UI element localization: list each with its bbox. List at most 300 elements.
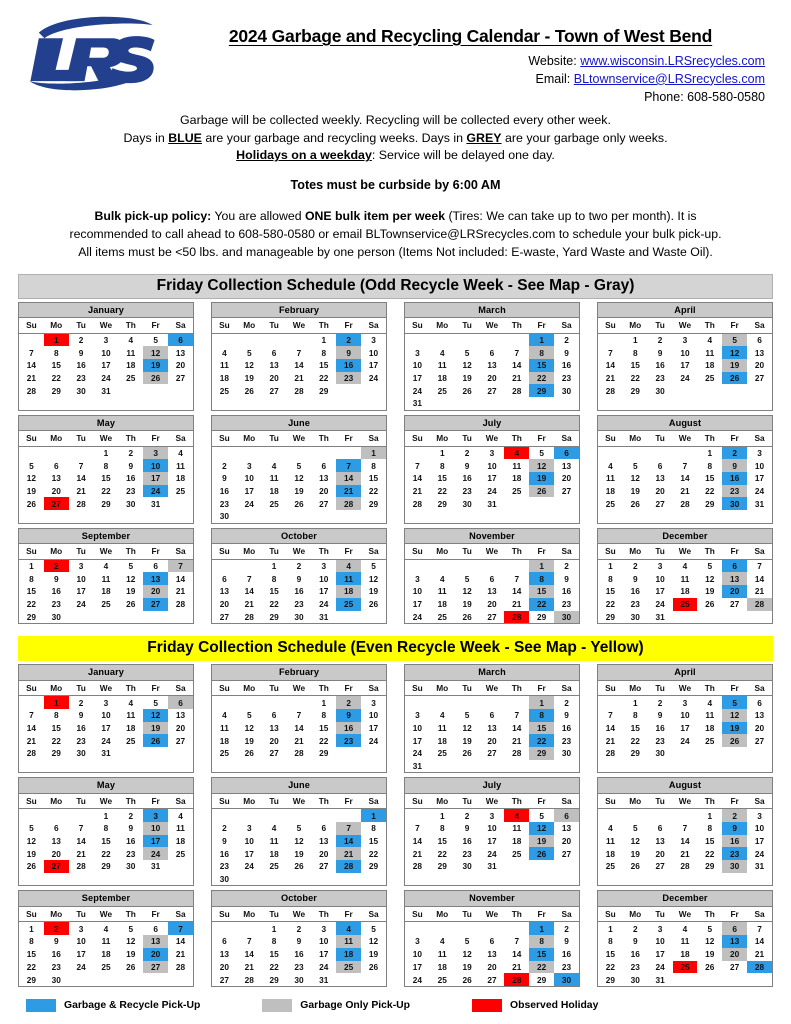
day-cell-normal: 7 <box>514 573 520 584</box>
day-cell-normal: 17 <box>76 949 86 960</box>
empty-day-cell <box>118 973 143 986</box>
day-cell-garbage-only: 8 <box>529 935 554 948</box>
week-row <box>212 822 386 835</box>
day-cell-normal: 21 <box>26 735 37 746</box>
day-cell-normal: 4 <box>103 923 109 934</box>
day-cell-normal: 5 <box>246 347 252 358</box>
weekday-header-su: Su <box>598 318 623 333</box>
empty-day-cell <box>19 696 44 709</box>
weekday-header-sa: Sa <box>361 681 386 696</box>
empty-day-cell <box>722 973 747 986</box>
day-cell-normal: 15 <box>26 949 37 960</box>
weekday-header-tu: Tu <box>69 681 94 696</box>
day-cell-holiday: 27 <box>44 497 69 510</box>
day-cell-garbage-only: 18 <box>336 585 361 598</box>
day-cell-normal: 5 <box>464 936 470 947</box>
day-cell-normal: 14 <box>294 360 304 371</box>
empty-day-cell <box>673 973 698 986</box>
day-cell-normal: 10 <box>101 347 111 358</box>
day-cell-normal: 19 <box>462 961 472 972</box>
empty-day-cell <box>405 809 430 822</box>
day-cell-normal: 9 <box>78 710 84 721</box>
day-cell-normal: 14 <box>244 949 254 960</box>
weekday-header-we: We <box>480 318 505 333</box>
day-cell-normal: 15 <box>319 360 329 371</box>
day-cell-normal: 1 <box>103 447 109 458</box>
day-cell-garbage-recycle: 22 <box>529 734 554 747</box>
day-cell-normal: 18 <box>437 735 447 746</box>
bulk-line-2: recommended to call ahead to 608-580-0580 or email BLTownservice@LRSrecycles.com to schedule your bulk pick-up. <box>69 227 722 242</box>
week-row <box>598 472 772 485</box>
empty-day-cell <box>405 696 430 709</box>
empty-day-cell <box>237 809 262 822</box>
legend-item-gray <box>262 999 410 1012</box>
weekday-header-mo: Mo <box>430 318 455 333</box>
week-row <box>405 359 579 372</box>
day-cell-normal: 28 <box>244 974 254 985</box>
day-cell-garbage-only: 9 <box>722 459 747 472</box>
day-cell-normal: 21 <box>175 949 186 960</box>
day-cell-normal: 15 <box>368 473 379 484</box>
day-cell-normal: 12 <box>630 473 640 484</box>
week-row <box>212 835 386 848</box>
day-cell-normal: 9 <box>657 347 663 358</box>
day-cell-normal: 1 <box>29 561 34 572</box>
day-cell-normal: 6 <box>657 460 663 471</box>
day-cell-garbage-recycle: 20 <box>143 948 168 961</box>
day-cell-normal: 21 <box>244 961 254 972</box>
weekday-header-fr: Fr <box>722 431 747 446</box>
day-cell-garbage-recycle: 10 <box>143 459 168 472</box>
day-cell-normal: 4 <box>222 347 227 358</box>
weekday-header-fr: Fr <box>143 318 168 333</box>
empty-day-cell <box>287 510 312 523</box>
day-cell-normal: 5 <box>464 347 470 358</box>
empty-day-cell <box>504 333 529 346</box>
month-title: August <box>598 416 772 432</box>
weekday-header-su: Su <box>212 681 237 696</box>
day-cell-normal: 16 <box>126 473 136 484</box>
day-cell-normal: 14 <box>26 722 37 733</box>
day-cell-normal: 9 <box>564 710 569 721</box>
day-cell-normal: 18 <box>512 473 522 484</box>
day-cell-normal: 20 <box>561 473 572 484</box>
bulk-a: You are allowed <box>211 208 305 223</box>
day-cell-garbage-recycle: 8 <box>529 572 554 585</box>
day-cell-normal: 2 <box>657 334 663 345</box>
email-label: Email: <box>535 71 571 86</box>
month-calendar-march <box>404 664 580 773</box>
day-cell-normal: 12 <box>26 473 37 484</box>
empty-day-cell <box>311 809 336 822</box>
month-grid <box>212 544 386 623</box>
day-cell-normal: 23 <box>561 735 572 746</box>
day-cell-normal: 14 <box>76 836 86 847</box>
weekday-header-th: Th <box>697 794 722 809</box>
day-cell-garbage-only: 30 <box>554 611 579 624</box>
day-cell-normal: 20 <box>319 486 329 497</box>
day-cell-normal: 21 <box>512 599 522 610</box>
day-cell-normal: 24 <box>680 735 690 746</box>
day-cell-normal: 24 <box>319 961 329 972</box>
weekday-header-we: We <box>287 907 312 922</box>
day-cell-normal: 20 <box>561 836 572 847</box>
week-row <box>405 497 579 510</box>
day-cell-normal: 12 <box>462 360 472 371</box>
weekday-header-we: We <box>287 681 312 696</box>
day-cell-garbage-recycle: 17 <box>143 835 168 848</box>
day-cell-normal: 7 <box>682 460 688 471</box>
month-grid <box>19 907 193 986</box>
weekday-header-th: Th <box>118 431 143 446</box>
day-cell-normal: 11 <box>101 573 111 584</box>
day-cell-normal: 26 <box>368 599 379 610</box>
day-cell-holiday: 28 <box>504 973 529 986</box>
day-cell-normal: 3 <box>415 936 420 947</box>
empty-day-cell <box>118 747 143 760</box>
day-cell-normal: 19 <box>368 949 379 960</box>
month-title: April <box>598 303 772 319</box>
empty-day-cell <box>118 384 143 397</box>
day-cell-normal: 23 <box>655 735 665 746</box>
day-cell-normal: 28 <box>412 498 423 509</box>
weekday-header-row <box>19 907 193 922</box>
empty-day-cell <box>673 611 698 624</box>
weekday-header-tu: Tu <box>262 681 287 696</box>
week-row <box>598 734 772 747</box>
day-cell-normal: 15 <box>51 722 61 733</box>
day-cell-normal: 19 <box>462 372 472 383</box>
day-cell-normal: 23 <box>655 372 665 383</box>
weekday-header-sa: Sa <box>168 431 193 446</box>
day-cell-normal: 4 <box>439 936 445 947</box>
day-cell-normal: 28 <box>512 748 522 759</box>
day-cell-normal: 16 <box>561 360 572 371</box>
month-grid <box>405 907 579 986</box>
day-cell-normal: 3 <box>103 334 109 345</box>
empty-day-cell <box>747 611 772 624</box>
empty-day-cell <box>361 510 386 523</box>
month-calendar-march <box>404 302 580 411</box>
day-cell-normal: 18 <box>101 949 111 960</box>
day-cell-normal: 17 <box>368 722 379 733</box>
weekday-header-th: Th <box>118 318 143 333</box>
weekday-header-th: Th <box>311 431 336 446</box>
day-cell-normal: 18 <box>269 848 279 859</box>
empty-day-cell <box>311 446 336 459</box>
month-title: March <box>405 303 579 319</box>
weekday-header-we: We <box>94 907 119 922</box>
day-cell-normal: 9 <box>632 573 638 584</box>
day-cell-normal: 1 <box>632 334 638 345</box>
page-title: 2024 Garbage and Recycling Calendar - Town of West Bend <box>228 26 713 46</box>
day-cell-normal: 20 <box>487 372 497 383</box>
day-cell-normal: 25 <box>437 974 447 985</box>
day-cell-normal: 14 <box>754 936 765 947</box>
day-cell-normal: 1 <box>103 810 109 821</box>
weekday-header-mo: Mo <box>44 794 69 809</box>
day-cell-normal: 30 <box>76 385 86 396</box>
empty-day-cell <box>262 333 287 346</box>
weekday-header-fr: Fr <box>529 318 554 333</box>
empty-day-cell <box>361 611 386 624</box>
day-cell-normal: 23 <box>294 599 304 610</box>
weekday-header-su: Su <box>405 794 430 809</box>
day-cell-garbage-recycle: 12 <box>722 346 747 359</box>
day-cell-normal: 20 <box>175 722 186 733</box>
day-cell-normal: 4 <box>222 710 227 721</box>
weekday-header-we: We <box>480 794 505 809</box>
month-title: May <box>19 416 193 432</box>
week-row <box>19 747 193 760</box>
day-cell-normal: 7 <box>78 460 84 471</box>
day-cell-normal: 16 <box>219 486 230 497</box>
day-cell-garbage-only: 1 <box>361 446 386 459</box>
day-cell-garbage-recycle: 26 <box>143 734 168 747</box>
empty-day-cell <box>168 747 193 760</box>
day-cell-garbage-recycle: 7 <box>168 922 193 935</box>
day-cell-normal: 6 <box>489 710 495 721</box>
month-calendar-may <box>18 777 194 886</box>
weekday-header-tu: Tu <box>648 794 673 809</box>
day-cell-normal: 11 <box>220 360 229 371</box>
day-cell-normal: 31 <box>412 760 423 771</box>
empty-day-cell <box>554 760 579 773</box>
day-cell-normal: 5 <box>153 697 158 708</box>
day-cell-normal: 8 <box>608 936 613 947</box>
day-cell-normal: 28 <box>76 861 86 872</box>
weekday-header-sa: Sa <box>168 318 193 333</box>
weekday-header-tu: Tu <box>455 794 480 809</box>
day-cell-garbage-only: 23 <box>336 372 361 385</box>
weekday-header-fr: Fr <box>336 907 361 922</box>
week-row <box>598 572 772 585</box>
day-cell-normal: 11 <box>269 836 279 847</box>
email-line <box>172 71 769 89</box>
day-cell-normal: 8 <box>29 936 34 947</box>
day-cell-normal: 14 <box>680 473 690 484</box>
empty-day-cell <box>554 860 579 873</box>
empty-day-cell <box>336 384 361 397</box>
day-cell-normal: 5 <box>707 561 713 572</box>
week-row <box>19 459 193 472</box>
day-cell-normal: 5 <box>707 923 713 934</box>
day-cell-normal: 12 <box>705 936 715 947</box>
day-cell-normal: 4 <box>608 460 613 471</box>
day-cell-normal: 9 <box>296 573 302 584</box>
weekday-header-row <box>212 681 386 696</box>
empty-day-cell <box>237 333 262 346</box>
day-cell-normal: 14 <box>680 836 690 847</box>
empty-day-cell <box>311 510 336 523</box>
day-cell-normal: 9 <box>657 710 663 721</box>
day-cell-normal: 27 <box>655 861 665 872</box>
day-cell-normal: 12 <box>26 836 37 847</box>
month-title: July <box>405 416 579 432</box>
weekday-header-fr: Fr <box>143 794 168 809</box>
day-cell-garbage-recycle: 24 <box>143 485 168 498</box>
lrs-logo <box>22 8 172 98</box>
empty-day-cell <box>598 809 623 822</box>
day-cell-normal: 20 <box>269 735 279 746</box>
day-cell-normal: 8 <box>632 347 638 358</box>
bulk-b: (Tires: We can take up to two per month). It is <box>445 208 697 223</box>
day-cell-normal: 23 <box>219 498 230 509</box>
weekday-header-su: Su <box>19 431 44 446</box>
day-cell-garbage-only: 2 <box>722 809 747 822</box>
empty-day-cell <box>94 611 119 624</box>
day-cell-normal: 9 <box>632 936 638 947</box>
day-cell-normal: 2 <box>128 810 134 821</box>
day-cell-normal: 26 <box>244 748 254 759</box>
day-cell-normal: 21 <box>412 486 423 497</box>
weekday-header-mo: Mo <box>44 544 69 559</box>
day-cell-normal: 7 <box>415 823 420 834</box>
week-row <box>19 973 193 986</box>
weekday-header-tu: Tu <box>262 544 287 559</box>
day-cell-normal: 16 <box>462 836 472 847</box>
day-cell-normal: 4 <box>608 823 613 834</box>
day-cell-normal: 21 <box>76 848 86 859</box>
day-cell-normal: 10 <box>412 586 423 597</box>
day-cell-normal: 10 <box>412 360 423 371</box>
day-cell-normal: 16 <box>561 586 572 597</box>
day-cell-normal: 2 <box>78 697 84 708</box>
weekday-header-row <box>212 794 386 809</box>
empty-day-cell <box>237 873 262 886</box>
weekday-header-su: Su <box>598 681 623 696</box>
week-row <box>212 873 386 886</box>
day-cell-normal: 17 <box>244 848 254 859</box>
day-cell-normal: 3 <box>78 561 84 572</box>
empty-day-cell <box>504 397 529 410</box>
day-cell-normal: 7 <box>246 936 252 947</box>
day-cell-normal: 13 <box>561 460 572 471</box>
day-cell-normal: 17 <box>319 949 329 960</box>
email-link[interactable]: BLtownservice@LRSrecycles.com <box>573 71 765 86</box>
week-row <box>19 472 193 485</box>
day-cell-normal: 6 <box>222 573 227 584</box>
weekday-header-we: We <box>287 544 312 559</box>
day-cell-garbage-recycle: 28 <box>747 961 772 974</box>
day-cell-normal: 14 <box>412 836 423 847</box>
day-cell-normal: 17 <box>412 599 423 610</box>
day-cell-normal: 10 <box>680 710 690 721</box>
weekday-header-sa: Sa <box>554 318 579 333</box>
day-cell-normal: 16 <box>655 722 665 733</box>
day-cell-normal: 16 <box>219 848 230 859</box>
day-cell-normal: 12 <box>462 722 472 733</box>
day-cell-normal: 8 <box>271 573 277 584</box>
day-cell-normal: 1 <box>271 923 277 934</box>
empty-day-cell <box>722 747 747 760</box>
day-cell-normal: 17 <box>76 586 86 597</box>
week-row <box>598 346 772 359</box>
day-cell-normal: 23 <box>561 599 572 610</box>
day-cell-normal: 19 <box>26 486 37 497</box>
week-row <box>19 572 193 585</box>
day-cell-normal: 25 <box>175 486 186 497</box>
day-cell-normal: 25 <box>101 599 111 610</box>
weekday-header-fr: Fr <box>529 544 554 559</box>
month-grid <box>405 544 579 623</box>
day-cell-normal: 7 <box>415 460 420 471</box>
day-cell-normal: 24 <box>754 486 765 497</box>
day-cell-normal: 11 <box>101 936 111 947</box>
empty-day-cell <box>212 446 237 459</box>
weekday-header-th: Th <box>504 544 529 559</box>
empty-day-cell <box>44 809 69 822</box>
day-cell-normal: 19 <box>244 735 254 746</box>
week-row <box>19 809 193 822</box>
day-cell-normal: 1 <box>29 923 34 934</box>
day-cell-normal: 6 <box>153 923 158 934</box>
day-cell-normal: 25 <box>512 486 522 497</box>
weekday-header-we: We <box>94 318 119 333</box>
week-row <box>405 835 579 848</box>
day-cell-normal: 11 <box>705 347 715 358</box>
week-row <box>405 948 579 961</box>
day-cell-normal: 20 <box>51 848 61 859</box>
day-cell-normal: 11 <box>437 722 447 733</box>
weekday-header-su: Su <box>19 544 44 559</box>
weekday-header-row <box>405 318 579 333</box>
week-row <box>405 572 579 585</box>
empty-day-cell <box>168 384 193 397</box>
weekday-header-tu: Tu <box>262 431 287 446</box>
empty-day-cell <box>480 760 505 773</box>
week-row <box>598 384 772 397</box>
day-cell-normal: 19 <box>368 586 379 597</box>
day-cell-garbage-only: 24 <box>143 847 168 860</box>
week-row <box>405 747 579 760</box>
empty-day-cell <box>237 922 262 935</box>
day-cell-normal: 20 <box>655 486 665 497</box>
weekday-header-mo: Mo <box>237 907 262 922</box>
day-cell-normal: 3 <box>321 561 327 572</box>
day-cell-normal: 30 <box>219 511 230 522</box>
weekday-header-th: Th <box>697 318 722 333</box>
weekday-header-we: We <box>480 681 505 696</box>
day-cell-normal: 24 <box>754 848 765 859</box>
week-row <box>212 485 386 498</box>
day-cell-normal: 7 <box>514 347 520 358</box>
lrs-logo-icon <box>22 12 162 98</box>
day-cell-normal: 28 <box>680 861 690 872</box>
empty-day-cell <box>554 497 579 510</box>
day-cell-normal: 27 <box>175 735 186 746</box>
empty-day-cell <box>361 747 386 760</box>
week-row <box>598 333 772 346</box>
weekday-header-sa: Sa <box>168 794 193 809</box>
day-cell-normal: 29 <box>51 748 61 759</box>
website-link[interactable]: www.wisconsin.LRSrecycles.com <box>580 54 765 68</box>
week-row <box>19 497 193 510</box>
month-calendar-august <box>597 415 773 524</box>
day-cell-normal: 15 <box>705 836 715 847</box>
day-cell-normal: 23 <box>51 961 61 972</box>
day-cell-normal: 14 <box>26 360 37 371</box>
weekday-header-sa: Sa <box>747 907 772 922</box>
day-cell-normal: 17 <box>368 360 379 371</box>
month-title: May <box>19 778 193 794</box>
weekday-header-we: We <box>287 794 312 809</box>
empty-day-cell <box>168 860 193 873</box>
day-cell-garbage-only: 26 <box>143 372 168 385</box>
weekday-header-su: Su <box>598 794 623 809</box>
day-cell-garbage-recycle: 15 <box>529 948 554 961</box>
day-cell-normal: 18 <box>175 473 186 484</box>
